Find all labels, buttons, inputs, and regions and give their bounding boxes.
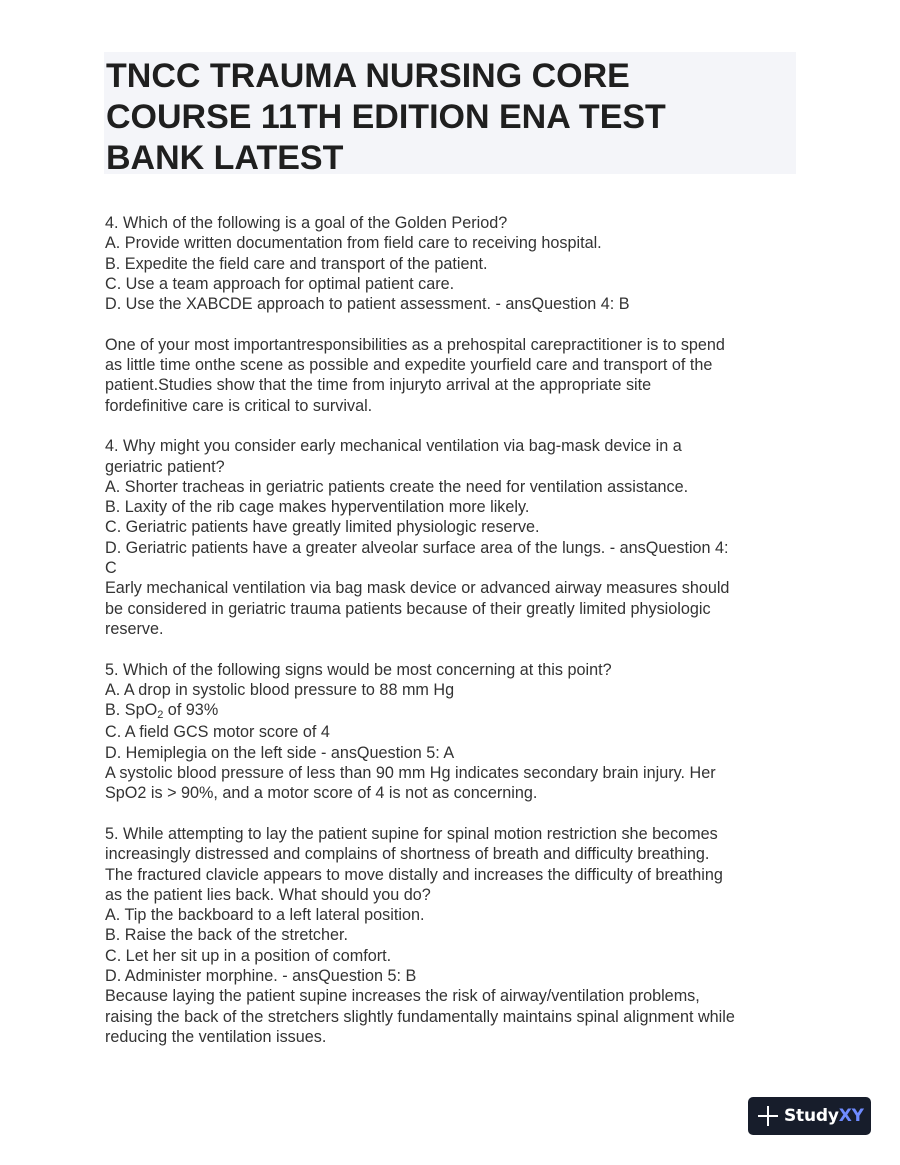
- title-line: COURSE 11TH EDITION ENA TEST: [106, 98, 666, 136]
- plus-icon: [757, 1105, 779, 1127]
- text-line: D. Use the XABCDE approach to patient assessment. - ansQuestion 4: B: [105, 295, 630, 314]
- question-block: [105, 436, 805, 639]
- text-line: Because laying the patient supine increases the risk of airway/ventilation problems,: [105, 987, 700, 1006]
- text-line: 5. While attempting to lay the patient supine for spinal motion restriction she becomes: [105, 824, 718, 843]
- text-line: SpO2 is > 90%, and a motor score of 4 is not as concerning.: [105, 784, 538, 803]
- document-body: [105, 213, 805, 1067]
- studyxy-badge[interactable]: [748, 1097, 871, 1135]
- text-line: 4. Why might you consider early mechanical ventilation via bag-mask device in a: [105, 437, 682, 456]
- text-line: raising the back of the stretchers slightly fundamentally maintains spinal alignment while: [105, 1007, 735, 1026]
- text-line: B. Expedite the field care and transport of the patient.: [105, 254, 488, 273]
- question-block: [105, 660, 805, 804]
- text-line: reserve.: [105, 619, 164, 638]
- text-line: 4. Which of the following is a goal of the Golden Period?: [105, 214, 508, 232]
- text-line: Early mechanical ventilation via bag mask device or advanced airway measures should: [105, 579, 730, 598]
- text-span: of 93%: [163, 701, 219, 720]
- text-line: D. Geriatric patients have a greater alveolar surface area of the lungs. - ansQuestion 4:: [105, 538, 729, 557]
- question-block: [105, 824, 805, 1047]
- spo2-option-line: [105, 700, 805, 722]
- text-line: patient.Studies show that the time from injuryto arrival at the appropriate site: [105, 376, 652, 395]
- question-block: [105, 213, 805, 314]
- text-line: The fractured clavicle appears to move distally and increases the difficulty of breathing: [105, 865, 723, 884]
- text-line: 5. Which of the following signs would be most concerning at this point?: [105, 660, 612, 679]
- text-line: C. Use a team approach for optimal patient care.: [105, 274, 455, 293]
- text-line: One of your most importantresponsibilities as a prehospital carepractitioner is to spend: [105, 335, 725, 354]
- text-line: be considered in geriatric trauma patients because of their greatly limited physiologic: [105, 599, 711, 618]
- text-line: increasingly distressed and complains of shortness of breath and difficulty breathing.: [105, 845, 710, 864]
- badge-label: [784, 1106, 864, 1126]
- text-line: fordefinitive care is critical to survival.: [105, 396, 373, 415]
- text-line: D. Administer morphine. - ansQuestion 5: B: [105, 966, 417, 985]
- document-title: [104, 52, 796, 177]
- title-line: TNCC TRAUMA NURSING CORE: [106, 57, 630, 95]
- text-span: B. SpO: [105, 701, 158, 720]
- text-line: reducing the ventilation issues.: [105, 1027, 327, 1046]
- text-line: C. Geriatric patients have greatly limited physiologic reserve.: [105, 518, 540, 537]
- text-line: C. Let her sit up in a position of comfort.: [105, 946, 392, 965]
- text-line: D. Hemiplegia on the left side - ansQuestion 5: A: [105, 743, 455, 762]
- title-line: BANK LATEST: [106, 139, 344, 177]
- text-line: geriatric patient?: [105, 457, 225, 476]
- rationale-block: [105, 335, 805, 416]
- text-line: A systolic blood pressure of less than 90 mm Hg indicates secondary brain injury. Her: [105, 764, 716, 783]
- text-line: C. A field GCS motor score of 4: [105, 723, 330, 742]
- text-line: A. Provide written documentation from field care to receiving hospital.: [105, 234, 602, 253]
- badge-text-study: Study: [784, 1106, 839, 1126]
- text-line: B. Laxity of the rib cage makes hyperventilation more likely.: [105, 498, 530, 517]
- subscript: 2: [157, 709, 164, 722]
- text-line: as little time onthe scene as possible and expedite yourfield care and transport of the: [105, 356, 713, 375]
- text-line: A. Tip the backboard to a left lateral position.: [105, 906, 425, 925]
- text-line: A. A drop in systolic blood pressure to 88 mm Hg: [105, 680, 455, 699]
- text-line: B. Raise the back of the stretcher.: [105, 926, 348, 945]
- text-line: as the patient lies back. What should you do?: [105, 885, 431, 904]
- text-line: A. Shorter tracheas in geriatric patients create the need for ventilation assistance.: [105, 477, 689, 496]
- badge-text-xy: XY: [838, 1106, 864, 1126]
- text-line: C: [105, 559, 117, 578]
